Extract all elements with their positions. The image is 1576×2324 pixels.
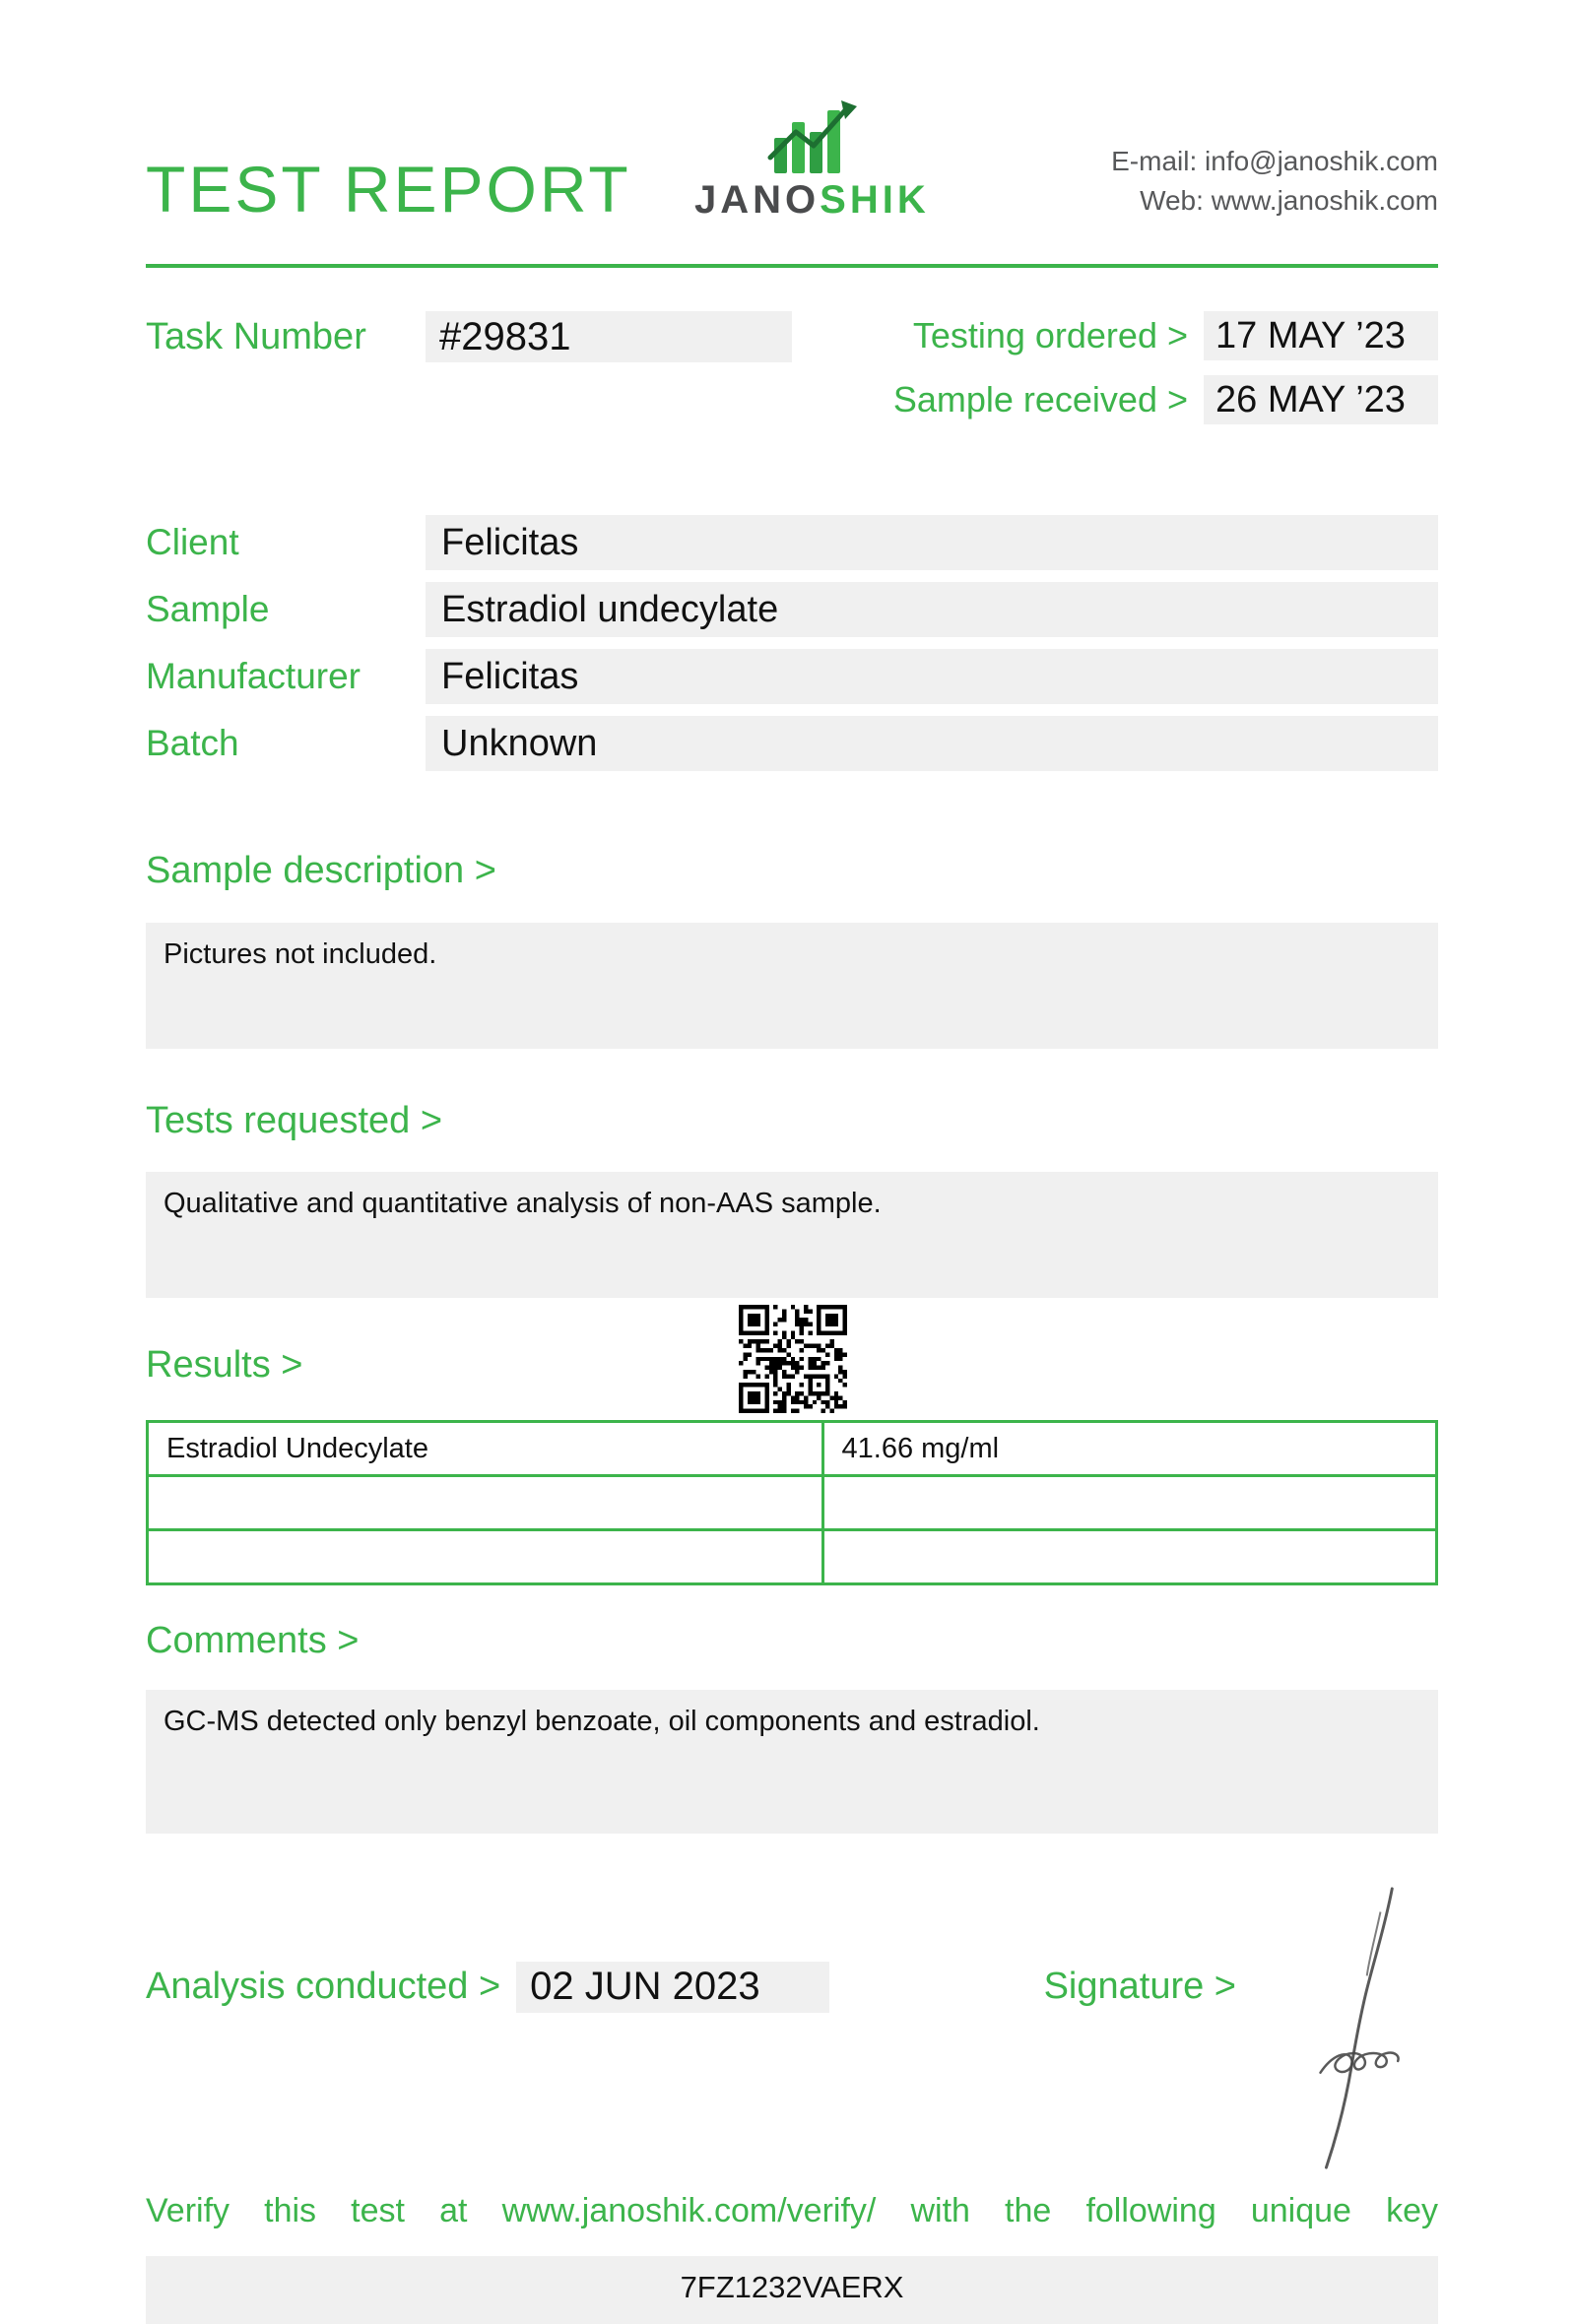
result-name-cell: Estradiol Undecylate [148, 1422, 823, 1476]
sample-value: Estradiol undecylate [426, 582, 1438, 637]
analysis-conducted-value: 02 JUN 2023 [516, 1962, 829, 2013]
logo-jano: JANO [694, 178, 821, 222]
details-block [146, 515, 1438, 771]
sample-label: Sample [146, 589, 270, 629]
tests-requested-heading: Tests requested > [146, 1099, 443, 1141]
task-number-label: Task Number [146, 315, 366, 357]
testing-ordered-value: 17 MAY ’23 [1204, 311, 1438, 360]
results-table [146, 1420, 1438, 1585]
comments-heading: Comments > [146, 1620, 360, 1662]
sample-description-body: Pictures not included. [146, 923, 1438, 1049]
manufacturer-label: Manufacturer [146, 656, 361, 696]
logo-wordmark [694, 178, 930, 222]
header-divider [146, 264, 1438, 268]
qr-code [739, 1305, 847, 1413]
testing-ordered-row [913, 311, 1438, 360]
result-name-cell [148, 1476, 823, 1530]
result-name-cell [148, 1530, 823, 1584]
logo-shik: SHIK [820, 178, 930, 222]
results-heading: Results > [146, 1344, 303, 1387]
detail-row-sample [146, 582, 1438, 637]
detail-row-client [146, 515, 1438, 570]
results-row [148, 1422, 1437, 1476]
task-number-value: #29831 [426, 311, 792, 362]
batch-value: Unknown [426, 716, 1438, 771]
result-value-cell: 41.66 mg/ml [822, 1422, 1437, 1476]
contact-email: E-mail: info@janoshik.com [1111, 145, 1438, 176]
results-row [148, 1476, 1437, 1530]
bar-chart-logo-icon [766, 98, 857, 178]
task-row [146, 311, 1438, 424]
results-row [148, 1530, 1437, 1584]
testing-ordered-label: Testing ordered > [912, 315, 1188, 355]
comments-body: GC-MS detected only benzyl benzoate, oil components and estradiol. [146, 1690, 1438, 1834]
unique-key: 7FZ1232VAERX [146, 2256, 1438, 2324]
contact-block [1111, 142, 1438, 222]
tests-requested-body: Qualitative and quantitative analysis of non-AAS sample. [146, 1172, 1438, 1298]
task-number-group [146, 311, 792, 362]
header [146, 0, 1438, 226]
dates-group [893, 311, 1438, 424]
sample-received-row [893, 375, 1438, 424]
sample-received-label: Sample received > [892, 379, 1188, 420]
result-value-cell [822, 1476, 1437, 1530]
janoshik-logo [694, 98, 930, 222]
client-value: Felicitas [426, 515, 1438, 570]
detail-row-manufacturer [146, 649, 1438, 704]
footer-row [146, 1962, 1438, 2013]
client-label: Client [146, 522, 239, 562]
results-section [146, 1344, 1438, 1585]
analysis-conducted-label: Analysis conducted > [146, 1966, 501, 2008]
signature-scribble-icon [1282, 1883, 1420, 2178]
sample-description-heading: Sample description > [146, 850, 496, 891]
sample-received-value: 26 MAY ’23 [1204, 375, 1438, 424]
manufacturer-value: Felicitas [426, 649, 1438, 704]
contact-web: Web: www.janoshik.com [1140, 185, 1438, 217]
detail-row-batch [146, 716, 1438, 771]
result-value-cell [822, 1530, 1437, 1584]
verify-text: Verify this test at www.janoshik.com/verify/ with the following unique key [146, 2191, 1438, 2229]
page-title: TEST REPORT [146, 153, 631, 226]
signature-label: Signature > [1043, 1966, 1236, 2008]
batch-label: Batch [146, 723, 239, 763]
